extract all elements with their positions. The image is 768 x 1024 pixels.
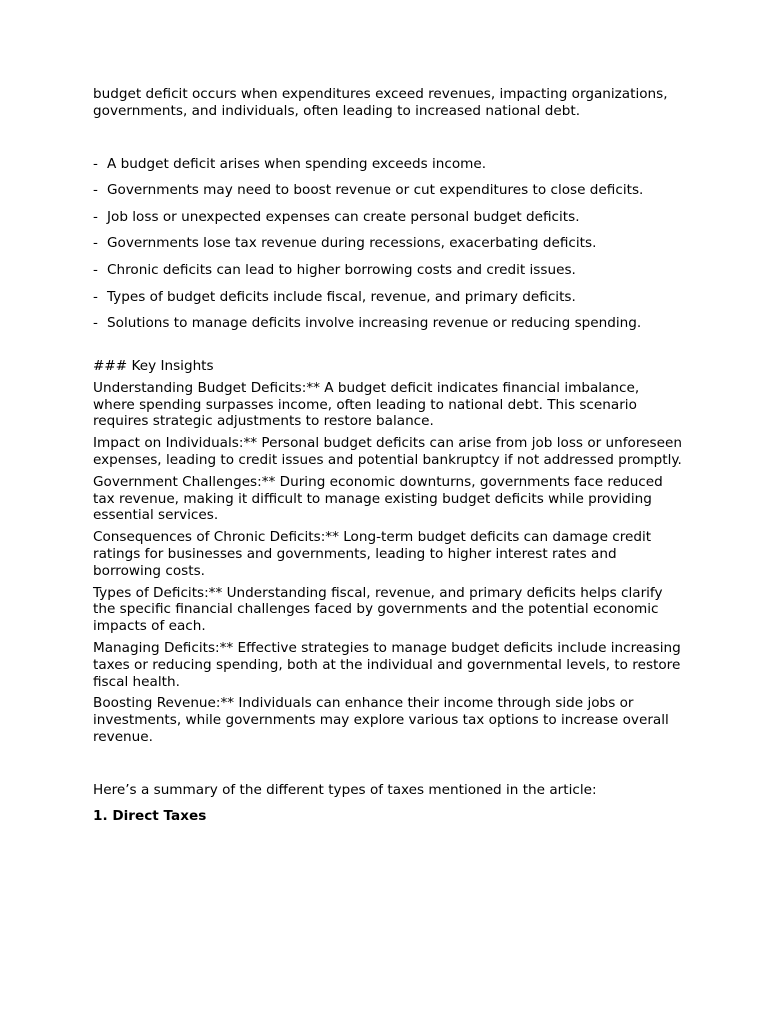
insight-paragraph: Managing Deficits:** Effective strategies to manage budget deficits include increasing taxes or reducing spending, both at the individual and governmental levels, to restore fiscal health. xyxy=(93,639,681,690)
document-page xyxy=(93,86,683,825)
list-item-text: Governments may need to boost revenue or cut expenditures to close deficits. xyxy=(107,182,644,199)
insight-paragraph: Boosting Revenue:** Individuals can enhance their income through side jobs or investments, while governments may explore various tax options to increase overall revenue. xyxy=(93,695,669,745)
list-item xyxy=(93,315,683,332)
insight-paragraph: Types of Deficits:** Understanding fiscal, revenue, and primary deficits helps clarify the specific financial challenges faced by governments and the potential economic impacts of each. xyxy=(93,584,663,635)
insight-paragraph: Understanding Budget Deficits:** A budget deficit indicates financial imbalance, where spending surpasses income, often leading to national debt. This scenario requires strategic adjustments to restore balance. xyxy=(93,379,640,430)
insight-paragraph: Government Challenges:** During economic downturns, governments face reduced tax revenue, making it difficult to manage existing budget deficits while providing essential services. xyxy=(93,473,663,524)
key-points-list xyxy=(93,156,683,332)
bullet-marker: - xyxy=(93,155,98,172)
list-item xyxy=(93,156,683,173)
bullet-marker: - xyxy=(93,235,98,252)
list-item-text: Solutions to manage deficits involve increasing revenue or reducing spending. xyxy=(107,315,642,332)
list-item xyxy=(93,262,683,279)
list-item-text: A budget deficit arises when spending exceeds income. xyxy=(107,155,487,172)
bullet-marker: - xyxy=(93,315,98,332)
section-subheading: 1. Direct Taxes xyxy=(93,808,207,825)
bullet-marker: - xyxy=(93,182,98,199)
list-item-text: Types of budget deficits include fiscal, revenue, and primary deficits. xyxy=(107,288,576,305)
bullet-marker: - xyxy=(93,208,98,225)
intro-paragraph: budget deficit occurs when expenditures exceed revenues, impacting organizations, governments, and individuals, often leading to increased national debt. xyxy=(93,86,668,119)
list-item-text: Job loss or unexpected expenses can create personal budget deficits. xyxy=(107,208,580,225)
insight-paragraph: Consequences of Chronic Deficits:** Long-term budget deficits can damage credit ratings for businesses and governments, leading to higher interest rates and borrowing costs. xyxy=(93,529,652,579)
list-item xyxy=(93,182,683,199)
insight-paragraph: Impact on Individuals:** Personal budget deficits can arise from job loss or unforeseen expenses, leading to credit issues and potential bankruptcy if not addressed promptly. xyxy=(93,435,682,468)
summary-intro: Here’s a summary of the different types of taxes mentioned in the article: xyxy=(93,781,597,798)
bullet-marker: - xyxy=(93,288,98,305)
list-item-text: Governments lose tax revenue during recessions, exacerbating deficits. xyxy=(107,235,597,252)
list-item xyxy=(93,289,683,306)
list-item xyxy=(93,209,683,226)
list-item xyxy=(93,235,683,252)
bullet-marker: - xyxy=(93,261,98,278)
list-item-text: Chronic deficits can lead to higher borrowing costs and credit issues. xyxy=(107,261,576,278)
insights-heading: ### Key Insights xyxy=(93,357,214,374)
